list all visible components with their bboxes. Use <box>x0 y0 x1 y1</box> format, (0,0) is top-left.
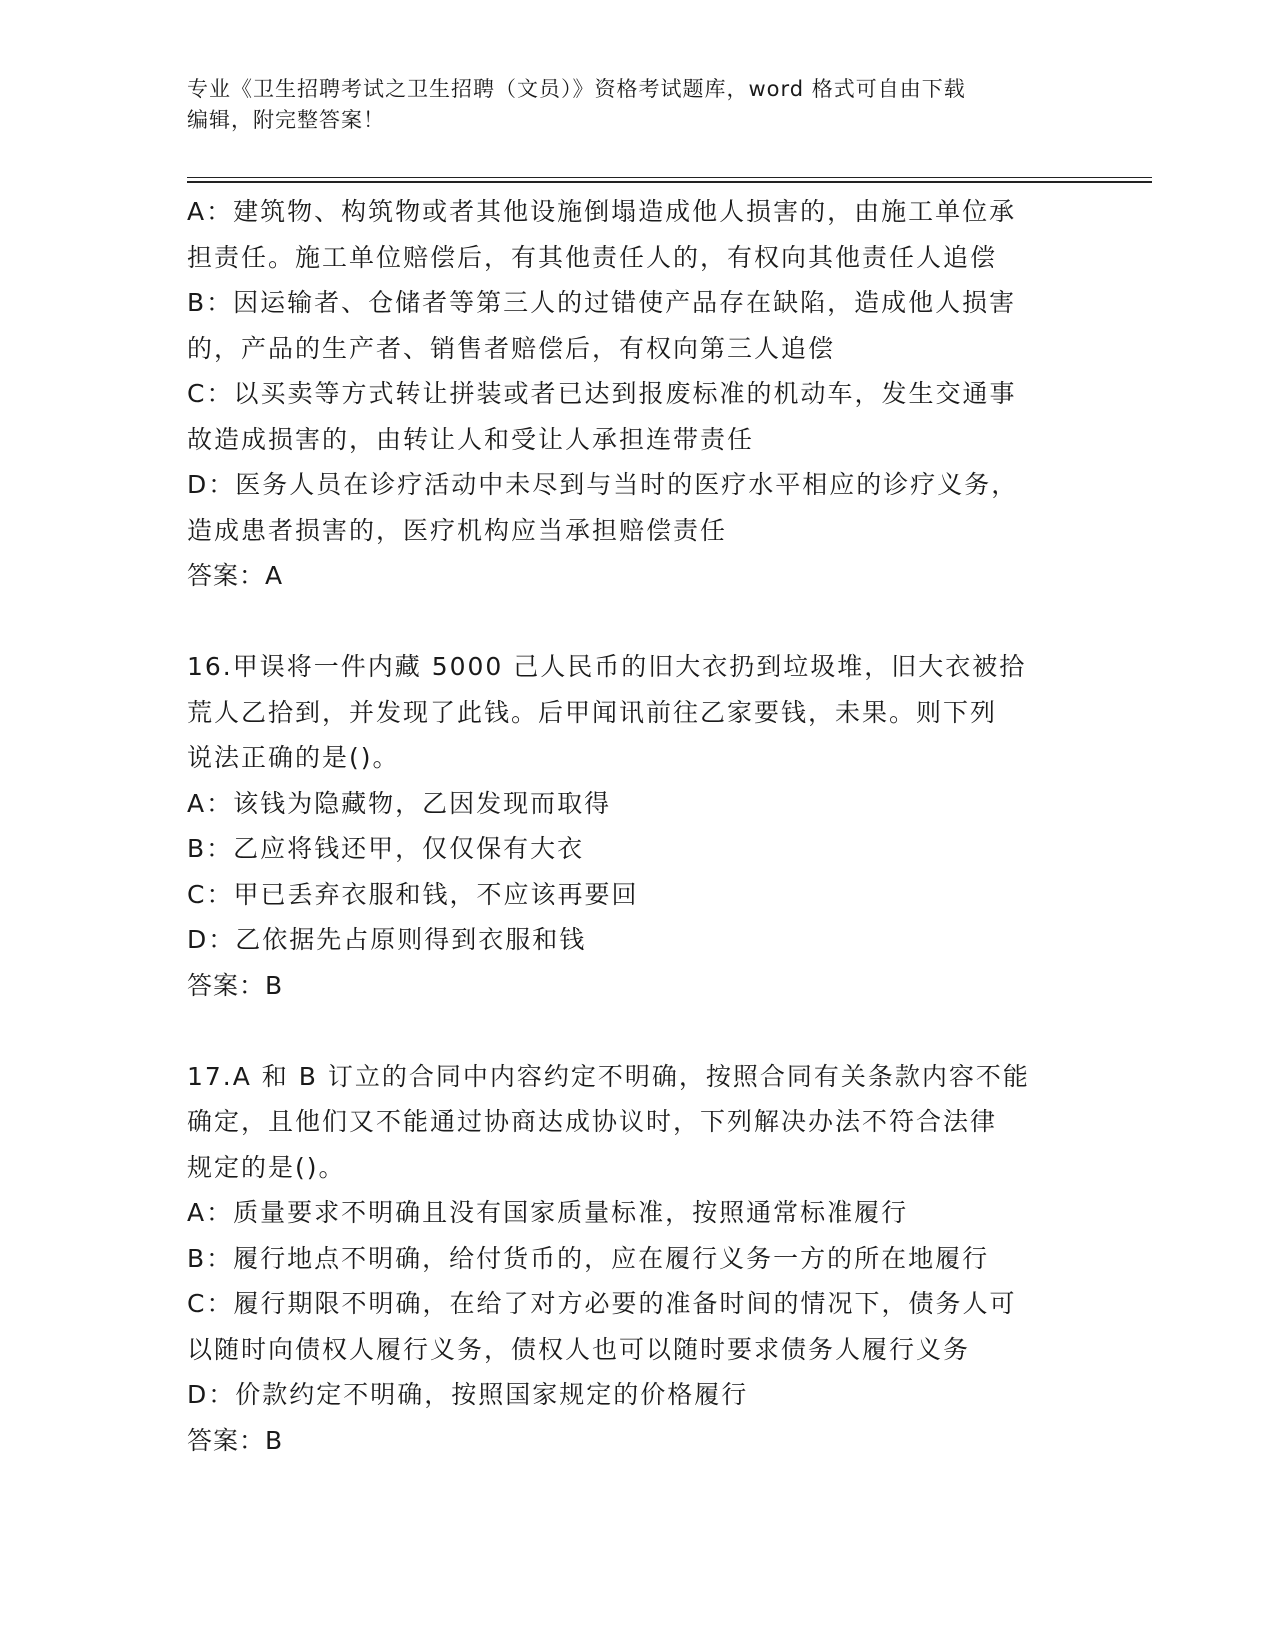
q15-option-c-line-1: C：以买卖等方式转让拼装或者已达到报废标准的机动车，发生交通事 <box>187 379 1017 408</box>
q16-stem-line-2: 荒人乙拾到，并发现了此钱。后甲闻讯前往乙家要钱，未果。则下列 <box>187 697 998 727</box>
q17-option-c-line-2: 以随时向债权人履行义务，债权人也可以随时要求债务人履行义务 <box>187 1334 971 1364</box>
header-divider <box>187 177 1152 183</box>
q15-option-b-line-1: B：因运输者、仓储者等第三人的过错使产品存在缺陷，造成他人损害 <box>187 288 1017 317</box>
q15-answer: 答案：A <box>187 561 284 590</box>
q16-option-b: B：乙应将钱还甲，仅仅保有大衣 <box>187 834 585 863</box>
q16-option-d: D：乙依据先占原则得到衣服和钱 <box>187 925 587 954</box>
header-line-1: 专业《卫生招聘考试之卫生招聘（文员）》资格考试题库，word 格式可自由下载 <box>187 77 966 101</box>
q17-option-a: A：质量要求不明确且没有国家质量标准，按照通常标准履行 <box>187 1198 909 1227</box>
q16-stem-line-1: 16.甲误将一件内藏 5000 己人民币的旧大衣扔到垃圾堆，旧大衣被拾 <box>187 652 1027 681</box>
q17-answer: 答案：B <box>187 1425 284 1455</box>
spacer <box>187 1008 1087 1054</box>
q15-option-d-line-2: 造成患者损害的，医疗机构应当承担赔偿责任 <box>187 515 728 545</box>
q15-option-a-line-2: 担责任。施工单位赔偿后，有其他责任人的，有权向其他责任人追偿 <box>187 242 998 272</box>
q16-option-a: A：该钱为隐藏物，乙因发现而取得 <box>187 788 612 818</box>
q16-stem-line-3: 说法正确的是()。 <box>187 743 400 772</box>
spacer <box>187 599 1087 645</box>
document-header <box>187 74 1067 136</box>
q17-option-b: B：履行地点不明确，给付货币的，应在履行义务一方的所在地履行 <box>187 1243 990 1273</box>
header-line-2: 编辑，附完整答案！ <box>187 108 385 132</box>
q15-option-a-line-1: A：建筑物、构筑物或者其他设施倒塌造成他人损害的，由施工单位承 <box>187 197 1017 226</box>
q15-option-b-line-2: 的，产品的生产者、销售者赔偿后，有权向第三人追偿 <box>187 333 836 363</box>
q17-stem-line-3: 规定的是()。 <box>187 1152 346 1182</box>
q17-option-d: D：价款约定不明确，按照国家规定的价格履行 <box>187 1380 749 1409</box>
q17-stem-line-2: 确定，且他们又不能通过协商达成协议时，下列解决办法不符合法律 <box>187 1107 998 1136</box>
q16-answer: 答案：B <box>187 970 284 1000</box>
q15-option-d-line-1: D：医务人员在诊疗活动中未尽到与当时的医疗水平相应的诊疗义务， <box>187 470 1019 499</box>
question-content <box>187 189 1087 1463</box>
q17-option-c-line-1: C：履行期限不明确，在给了对方必要的准备时间的情况下，债务人可 <box>187 1289 1017 1318</box>
q15-option-c-line-2: 故造成损害的，由转让人和受让人承担连带责任 <box>187 424 755 454</box>
q16-option-c: C：甲已丢弃衣服和钱，不应该再要回 <box>187 879 639 909</box>
q17-stem-line-1: 17.A 和 B 订立的合同中内容约定不明确，按照合同有关条款内容不能 <box>187 1061 1030 1091</box>
